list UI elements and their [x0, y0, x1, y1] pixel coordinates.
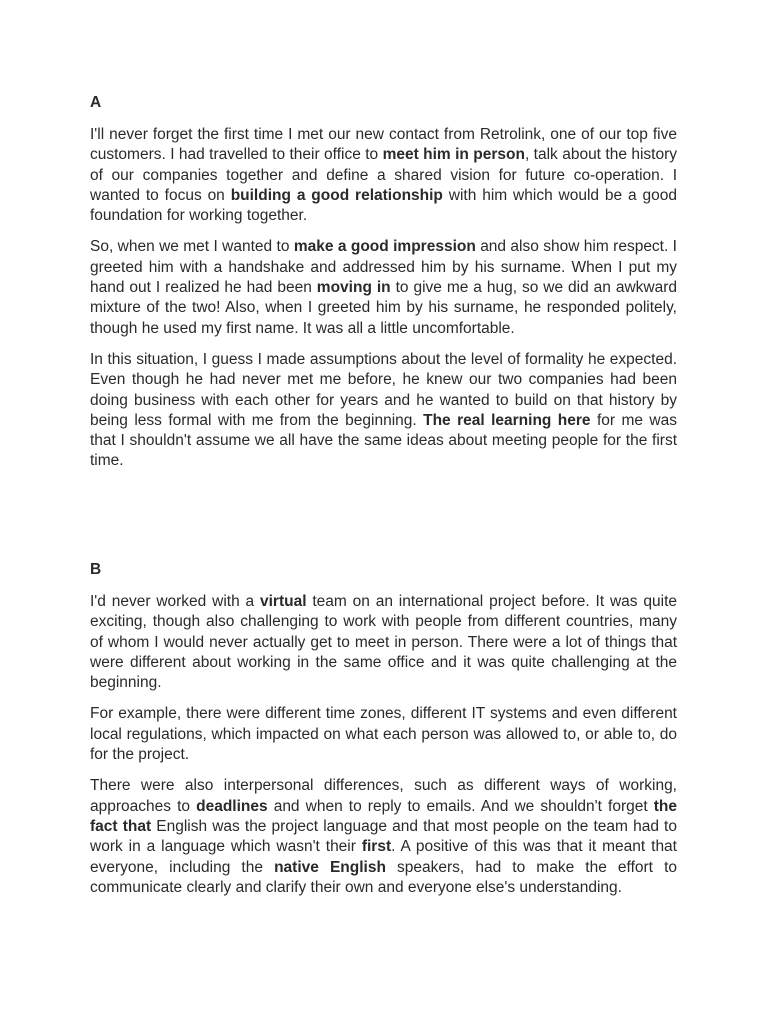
- bold-phrase: first: [361, 838, 392, 856]
- text-run: So, when we met I wanted to: [90, 238, 294, 256]
- paragraph: [90, 776, 677, 898]
- paragraph: [90, 237, 677, 338]
- text-run: and also show him respect. I greeted him with a handshake and addressed him by his surname. When I put my hand out I realized he had been: [90, 238, 677, 297]
- text-run: I'll never forget the first time I met our new contact from Retrolink, one of our top five customers. I had travelled to their office to: [90, 126, 677, 164]
- text-run: For example, there were different time zones, different IT systems and even different local regulations, which impacted on what each person was allowed to, or able to, do for the project.: [90, 705, 677, 764]
- bold-phrase: native English: [274, 858, 386, 876]
- paragraph: [90, 125, 677, 226]
- section-b: [90, 560, 677, 909]
- text-run: speakers, had to make the effort to communicate clearly and clarify their own and everyone else's understanding.: [90, 858, 677, 896]
- paragraph: [90, 592, 677, 693]
- text-run: English was the project language and that most people on the team had to work in a language which wasn't their: [90, 817, 677, 856]
- text-run: for me was that I shouldn't assume we all have the same ideas about meeting people for the first time.: [90, 411, 677, 470]
- text-run: There were also interpersonal differences, such as different ways of working, approaches to: [90, 777, 677, 815]
- section-heading: A: [90, 94, 102, 111]
- paragraph: [90, 350, 677, 472]
- bold-phrase: meet him in person: [382, 146, 525, 164]
- text-run: and when to reply to emails. And we shouldn't forget: [267, 797, 654, 815]
- bold-phrase: deadlines: [196, 797, 268, 815]
- text-run: . A positive of this was that it meant that everyone, including the: [90, 838, 677, 876]
- paragraph: [90, 704, 677, 765]
- bold-phrase: moving in: [316, 279, 391, 297]
- text-run: I'd never worked with a: [90, 593, 260, 610]
- text-run: team on an international project before. It was quite exciting, though also challenging to work with people from different countries, many of whom I would never actually get to meet in person. There were a lot of things that were different about working in the same office and it was quite challenging at the beginning.: [90, 593, 677, 692]
- bold-phrase: the fact that: [90, 797, 677, 835]
- section-heading: B: [90, 561, 102, 578]
- bold-phrase: make a good impression: [293, 238, 476, 256]
- text-run: In this situation, I guess I made assumptions about the level of formality he expected. Even though he had never met me before, he knew our two companies had been doing business with each other for years and he wanted to build on that history by being less formal with me from the beginning.: [90, 350, 677, 429]
- bold-phrase: virtual: [260, 593, 307, 610]
- text-run: , talk about the history of our companies together and define a shared vision for future co-operation. I wanted to focus on: [90, 146, 677, 204]
- bold-phrase: The real learning here: [423, 411, 591, 429]
- bold-phrase: building a good relationship: [230, 186, 443, 204]
- text-run: with him which would be a good foundation for working together.: [90, 186, 678, 225]
- section-a: [90, 93, 677, 483]
- text-run: to give me a hug, so we did an awkward mixture of the two! Also, when I greeted him by his surname, he responded politely, though he used my first name. It was all a little uncomfortable.: [90, 279, 678, 337]
